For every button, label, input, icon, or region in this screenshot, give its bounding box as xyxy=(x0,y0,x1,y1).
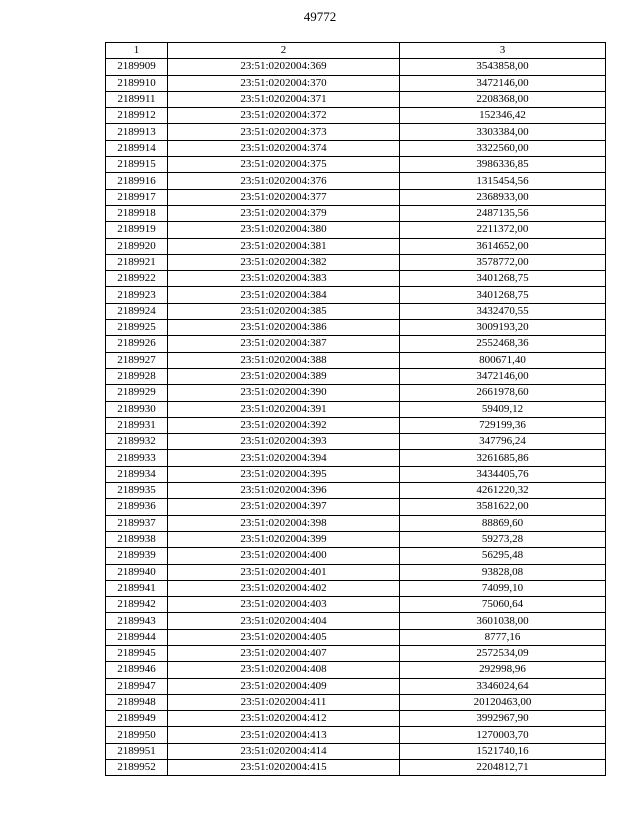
cadastral-number-cell: 23:51:0202004:413 xyxy=(168,727,400,743)
value-cell: 3401268,75 xyxy=(400,287,606,303)
record-number-cell: 2189921 xyxy=(106,254,168,270)
value-cell: 3346024,64 xyxy=(400,678,606,694)
record-number-cell: 2189946 xyxy=(106,662,168,678)
record-number-cell: 2189929 xyxy=(106,385,168,401)
table-row xyxy=(106,75,606,91)
value-cell: 152346,42 xyxy=(400,108,606,124)
value-cell: 3601038,00 xyxy=(400,613,606,629)
value-cell: 2211372,00 xyxy=(400,222,606,238)
record-number-cell: 2189926 xyxy=(106,336,168,352)
cadastral-number-cell: 23:51:0202004:381 xyxy=(168,238,400,254)
value-cell: 2487135,56 xyxy=(400,205,606,221)
record-number-cell: 2189941 xyxy=(106,580,168,596)
cadastral-number-cell: 23:51:0202004:414 xyxy=(168,743,400,759)
cadastral-number-cell: 23:51:0202004:405 xyxy=(168,629,400,645)
table-row xyxy=(106,499,606,515)
table-row xyxy=(106,613,606,629)
table-body xyxy=(106,59,606,776)
record-number-cell: 2189922 xyxy=(106,271,168,287)
column-header-1: 1 xyxy=(106,43,168,59)
value-cell: 3432470,55 xyxy=(400,303,606,319)
cadastral-number-cell: 23:51:0202004:408 xyxy=(168,662,400,678)
value-cell: 3614652,00 xyxy=(400,238,606,254)
record-number-cell: 2189914 xyxy=(106,140,168,156)
record-number-cell: 2189952 xyxy=(106,760,168,776)
cadastral-number-cell: 23:51:0202004:373 xyxy=(168,124,400,140)
record-number-cell: 2189928 xyxy=(106,368,168,384)
record-number-cell: 2189935 xyxy=(106,483,168,499)
cadastral-number-cell: 23:51:0202004:391 xyxy=(168,401,400,417)
table-row xyxy=(106,531,606,547)
value-cell: 2552468,36 xyxy=(400,336,606,352)
cadastral-number-cell: 23:51:0202004:379 xyxy=(168,205,400,221)
record-number-cell: 2189947 xyxy=(106,678,168,694)
value-cell: 3009193,20 xyxy=(400,320,606,336)
header-row xyxy=(106,43,606,59)
table-row xyxy=(106,173,606,189)
value-cell: 88869,60 xyxy=(400,515,606,531)
value-cell: 3401268,75 xyxy=(400,271,606,287)
record-number-cell: 2189944 xyxy=(106,629,168,645)
cadastral-number-cell: 23:51:0202004:385 xyxy=(168,303,400,319)
record-number-cell: 2189951 xyxy=(106,743,168,759)
cadastral-number-cell: 23:51:0202004:404 xyxy=(168,613,400,629)
cadastral-number-cell: 23:51:0202004:397 xyxy=(168,499,400,515)
table-row xyxy=(106,694,606,710)
value-cell: 59273,28 xyxy=(400,531,606,547)
table-row xyxy=(106,450,606,466)
cadastral-number-cell: 23:51:0202004:415 xyxy=(168,760,400,776)
cadastral-number-cell: 23:51:0202004:375 xyxy=(168,157,400,173)
value-cell: 2204812,71 xyxy=(400,760,606,776)
cadastral-number-cell: 23:51:0202004:409 xyxy=(168,678,400,694)
table-row xyxy=(106,336,606,352)
record-number-cell: 2189910 xyxy=(106,75,168,91)
record-number-cell: 2189942 xyxy=(106,597,168,613)
value-cell: 2208368,00 xyxy=(400,91,606,107)
record-number-cell: 2189912 xyxy=(106,108,168,124)
value-cell: 59409,12 xyxy=(400,401,606,417)
value-cell: 20120463,00 xyxy=(400,694,606,710)
value-cell: 3261685,86 xyxy=(400,450,606,466)
value-cell: 8777,16 xyxy=(400,629,606,645)
cadastral-number-cell: 23:51:0202004:386 xyxy=(168,320,400,336)
table-row xyxy=(106,417,606,433)
table-row xyxy=(106,59,606,75)
record-number-cell: 2189934 xyxy=(106,466,168,482)
record-number-cell: 2189917 xyxy=(106,189,168,205)
cadastral-number-cell: 23:51:0202004:372 xyxy=(168,108,400,124)
record-number-cell: 2189924 xyxy=(106,303,168,319)
table-row xyxy=(106,515,606,531)
table-row xyxy=(106,401,606,417)
value-cell: 3543858,00 xyxy=(400,59,606,75)
table-row xyxy=(106,108,606,124)
cadastral-number-cell: 23:51:0202004:380 xyxy=(168,222,400,238)
record-number-cell: 2189916 xyxy=(106,173,168,189)
table-row xyxy=(106,385,606,401)
cadastral-number-cell: 23:51:0202004:390 xyxy=(168,385,400,401)
table-row xyxy=(106,580,606,596)
cadastral-number-cell: 23:51:0202004:377 xyxy=(168,189,400,205)
cadastral-number-cell: 23:51:0202004:369 xyxy=(168,59,400,75)
table-row xyxy=(106,629,606,645)
value-cell: 3472146,00 xyxy=(400,75,606,91)
value-cell: 729199,36 xyxy=(400,417,606,433)
value-cell: 56295,48 xyxy=(400,548,606,564)
record-number-cell: 2189937 xyxy=(106,515,168,531)
cadastral-number-cell: 23:51:0202004:383 xyxy=(168,271,400,287)
table-row xyxy=(106,320,606,336)
record-number-cell: 2189927 xyxy=(106,352,168,368)
value-cell: 800671,40 xyxy=(400,352,606,368)
cadastral-number-cell: 23:51:0202004:401 xyxy=(168,564,400,580)
record-number-cell: 2189950 xyxy=(106,727,168,743)
cadastral-number-cell: 23:51:0202004:400 xyxy=(168,548,400,564)
value-cell: 75060,64 xyxy=(400,597,606,613)
table-row xyxy=(106,303,606,319)
cadastral-number-cell: 23:51:0202004:393 xyxy=(168,434,400,450)
cadastral-number-cell: 23:51:0202004:388 xyxy=(168,352,400,368)
table-row xyxy=(106,91,606,107)
table-row xyxy=(106,140,606,156)
value-cell: 3303384,00 xyxy=(400,124,606,140)
table-row xyxy=(106,271,606,287)
table-row xyxy=(106,597,606,613)
record-number-cell: 2189915 xyxy=(106,157,168,173)
page-number: 49772 xyxy=(303,9,337,24)
table-row xyxy=(106,548,606,564)
cadastral-number-cell: 23:51:0202004:411 xyxy=(168,694,400,710)
table-row xyxy=(106,189,606,205)
table-row xyxy=(106,743,606,759)
value-cell: 1270003,70 xyxy=(400,727,606,743)
record-number-cell: 2189920 xyxy=(106,238,168,254)
table-row xyxy=(106,124,606,140)
cadastral-number-cell: 23:51:0202004:376 xyxy=(168,173,400,189)
cadastral-number-cell: 23:51:0202004:395 xyxy=(168,466,400,482)
record-number-cell: 2189931 xyxy=(106,417,168,433)
cadastral-number-cell: 23:51:0202004:399 xyxy=(168,531,400,547)
record-number-cell: 2189948 xyxy=(106,694,168,710)
record-number-cell: 2189940 xyxy=(106,564,168,580)
value-cell: 3992967,90 xyxy=(400,711,606,727)
column-header-2: 2 xyxy=(168,43,400,59)
value-cell: 3986336,85 xyxy=(400,157,606,173)
cadastral-number-cell: 23:51:0202004:398 xyxy=(168,515,400,531)
column-header-3: 3 xyxy=(400,43,606,59)
table-header xyxy=(106,43,606,59)
value-cell: 93828,08 xyxy=(400,564,606,580)
record-number-cell: 2189913 xyxy=(106,124,168,140)
table-row xyxy=(106,157,606,173)
cadastral-number-cell: 23:51:0202004:374 xyxy=(168,140,400,156)
record-number-cell: 2189939 xyxy=(106,548,168,564)
table-row xyxy=(106,254,606,270)
cadastral-number-cell: 23:51:0202004:392 xyxy=(168,417,400,433)
record-number-cell: 2189918 xyxy=(106,205,168,221)
table-row xyxy=(106,368,606,384)
table-row xyxy=(106,483,606,499)
table-row xyxy=(106,564,606,580)
record-number-cell: 2189919 xyxy=(106,222,168,238)
table-row xyxy=(106,434,606,450)
cadastral-number-cell: 23:51:0202004:394 xyxy=(168,450,400,466)
table-row xyxy=(106,238,606,254)
value-cell: 1315454,56 xyxy=(400,173,606,189)
record-number-cell: 2189932 xyxy=(106,434,168,450)
record-number-cell: 2189933 xyxy=(106,450,168,466)
table-row xyxy=(106,662,606,678)
cadastral-number-cell: 23:51:0202004:382 xyxy=(168,254,400,270)
cadastral-number-cell: 23:51:0202004:403 xyxy=(168,597,400,613)
table-row xyxy=(106,222,606,238)
table-row xyxy=(106,466,606,482)
table-row xyxy=(106,645,606,661)
data-table xyxy=(105,42,606,776)
cadastral-number-cell: 23:51:0202004:407 xyxy=(168,645,400,661)
cadastral-number-cell: 23:51:0202004:412 xyxy=(168,711,400,727)
cadastral-number-cell: 23:51:0202004:384 xyxy=(168,287,400,303)
value-cell: 3472146,00 xyxy=(400,368,606,384)
record-number-cell: 2189911 xyxy=(106,91,168,107)
cadastral-number-cell: 23:51:0202004:370 xyxy=(168,75,400,91)
value-cell: 2572534,09 xyxy=(400,645,606,661)
cadastral-number-cell: 23:51:0202004:387 xyxy=(168,336,400,352)
record-number-cell: 2189949 xyxy=(106,711,168,727)
record-number-cell: 2189925 xyxy=(106,320,168,336)
record-number-cell: 2189938 xyxy=(106,531,168,547)
cadastral-number-cell: 23:51:0202004:371 xyxy=(168,91,400,107)
table-row xyxy=(106,711,606,727)
table-row xyxy=(106,760,606,776)
cadastral-number-cell: 23:51:0202004:402 xyxy=(168,580,400,596)
value-cell: 1521740,16 xyxy=(400,743,606,759)
cadastral-number-cell: 23:51:0202004:396 xyxy=(168,483,400,499)
table-row xyxy=(106,727,606,743)
record-number-cell: 2189909 xyxy=(106,59,168,75)
record-number-cell: 2189930 xyxy=(106,401,168,417)
table-row xyxy=(106,205,606,221)
value-cell: 292998,96 xyxy=(400,662,606,678)
value-cell: 3578772,00 xyxy=(400,254,606,270)
record-number-cell: 2189943 xyxy=(106,613,168,629)
value-cell: 2661978,60 xyxy=(400,385,606,401)
cadastral-number-cell: 23:51:0202004:389 xyxy=(168,368,400,384)
table-row xyxy=(106,678,606,694)
table-row xyxy=(106,352,606,368)
value-cell: 347796,24 xyxy=(400,434,606,450)
record-number-cell: 2189936 xyxy=(106,499,168,515)
value-cell: 3581622,00 xyxy=(400,499,606,515)
table-row xyxy=(106,287,606,303)
value-cell: 3434405,76 xyxy=(400,466,606,482)
record-number-cell: 2189945 xyxy=(106,645,168,661)
value-cell: 2368933,00 xyxy=(400,189,606,205)
value-cell: 3322560,00 xyxy=(400,140,606,156)
record-number-cell: 2189923 xyxy=(106,287,168,303)
value-cell: 4261220,32 xyxy=(400,483,606,499)
value-cell: 74099,10 xyxy=(400,580,606,596)
